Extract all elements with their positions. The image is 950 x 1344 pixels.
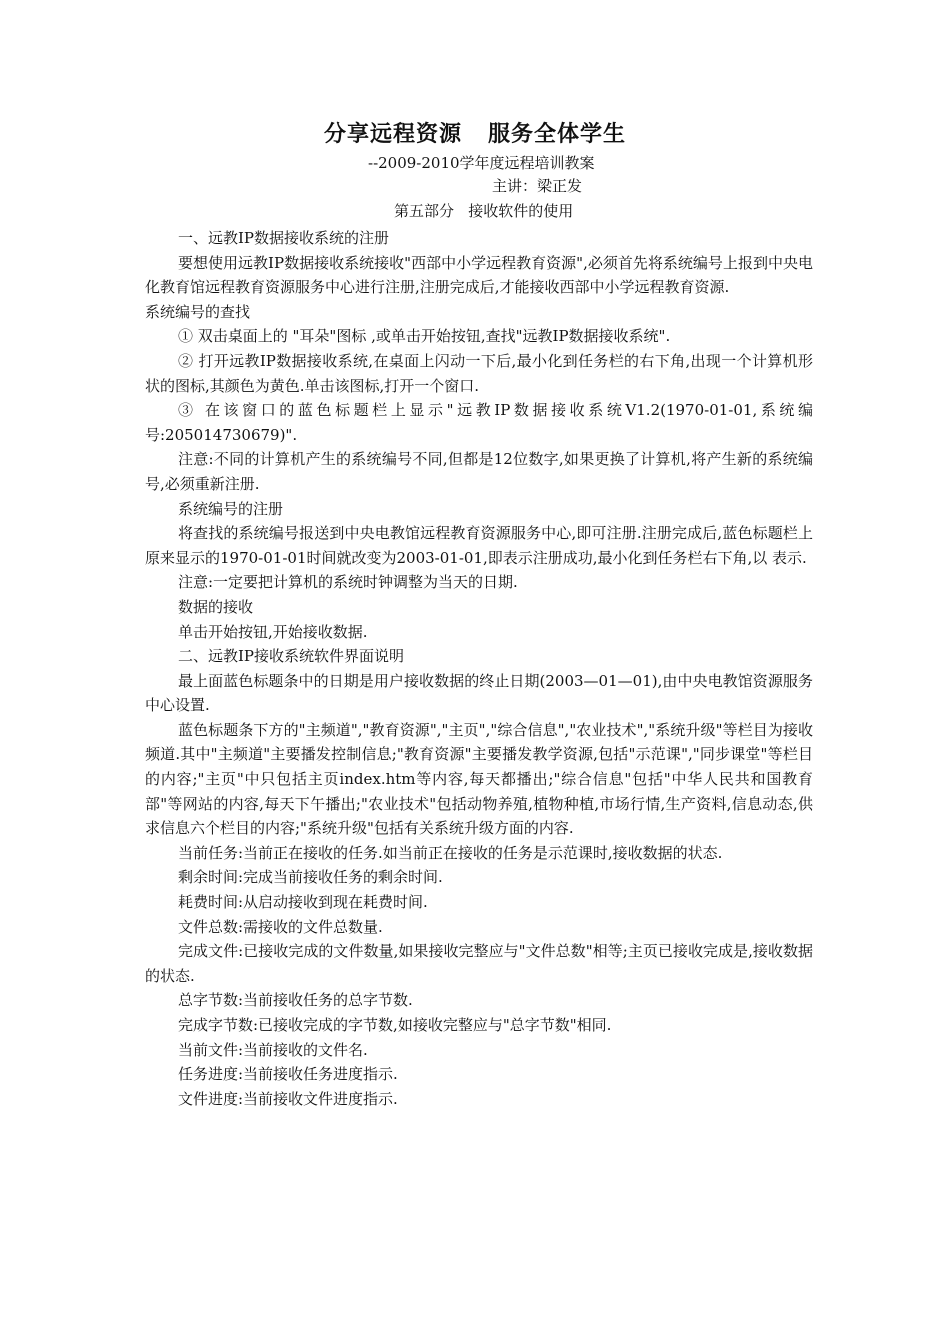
body-paragraph: 文件总数:需接收的文件总数量. bbox=[178, 917, 383, 936]
body-paragraph: 单击开始按钮,开始接收数据. bbox=[178, 622, 368, 641]
body-paragraph: 耗费时间:从启动接收到现在耗费时间. bbox=[178, 893, 428, 912]
body-paragraph: 将查找的系统编号报送到中央电教馆远程教育资源服务中心,即可注册.注册完成后,蓝色标题栏上原来显示的1970-01-01时间就改变为2003-01-01,即表示注册成功,最小化到任务栏右下角,以 表示. bbox=[145, 524, 813, 567]
document-body bbox=[145, 226, 813, 1111]
body-paragraph: 完成字节数:已接收完成的字节数,如接收完整应与"总字节数"相同. bbox=[178, 1016, 612, 1034]
body-paragraph: 剩余时间:完成当前接收任务的剩余时间. bbox=[178, 868, 443, 887]
body-paragraph: ② 打开远教IP数据接收系统,在桌面上闪动一下后,最小化到任务栏的右下角,出现一个计算机形状的图标,其颜色为黄色.单击该图标,打开一个窗口. bbox=[145, 351, 813, 395]
body-paragraph: 完成文件:已接收完成的文件数量,如果接收完整应与"文件总数"相等;主页已接收完成是,接收数据的状态. bbox=[145, 942, 813, 985]
body-paragraph: 数据的接收 bbox=[178, 597, 254, 616]
body-paragraph: 系统编号的查找 bbox=[145, 302, 251, 321]
body-paragraph: 二、远教IP接收系统软件界面说明 bbox=[178, 647, 405, 666]
body-paragraph: 注意:不同的计算机产生的系统编号不同,但都是12位数字,如果更换了计算机,将产生新的系统编号,必须重新注册. bbox=[145, 450, 813, 493]
document-title: 分享远程资源 服务全体学生 bbox=[324, 122, 626, 147]
body-paragraph: 蓝色标题条下方的"主频道","教育资源","主页","综合信息","农业技术","系统升级"等栏目为接收频道.其中"主频道"主要播发控制信息;"教育资源"主要播发教学资源,包括"示范课","同步课堂"等栏目的内容;"主页"中只包括主页index.htm等内容,每天都播出;"综合信息"包括"中华人民共和国教育部"等网站的内容,每天下午播出;"农业技术"包括动物养殖,植物种植,市场行情,生产资料,信息动态,供求信息六个栏目的内容;"系统升级"包括有关系统升级方面的内容. bbox=[145, 720, 813, 838]
body-paragraph: ③ 在该窗口的蓝色标题栏上显示"远教IP数据接收系统V1.2(1970-01-01,系统编号:205014730679)". bbox=[145, 401, 813, 444]
lecturer-line: 主讲：梁正发 bbox=[492, 177, 583, 195]
part-heading: 第五部分 接收软件的使用 bbox=[394, 202, 574, 220]
body-paragraph: 总字节数:当前接收任务的总字节数. bbox=[178, 991, 413, 1010]
body-paragraph: 当前文件:当前接收的文件名. bbox=[178, 1040, 368, 1059]
document-subtitle: --2009-2010学年度远程培训教案 bbox=[368, 154, 595, 172]
body-paragraph: 任务进度:当前接收任务进度指示. bbox=[178, 1065, 398, 1084]
body-paragraph: 文件进度:当前接收文件进度指示. bbox=[178, 1089, 398, 1108]
body-paragraph: 系统编号的注册 bbox=[178, 499, 284, 518]
body-paragraph: 注意:一定要把计算机的系统时钟调整为当天的日期. bbox=[178, 573, 518, 592]
body-paragraph: 一、远教IP数据接收系统的注册 bbox=[178, 229, 390, 247]
body-paragraph: 要想使用远教IP数据接收系统接收"西部中小学远程教育资源",必须首先将系统编号上报到中央电化教育馆远程教育资源服务中心进行注册,注册完成后,才能接收西部中小学远程教育资源. bbox=[145, 253, 813, 297]
body-paragraph: 当前任务:当前正在接收的任务.如当前正在接收的任务是示范课时,接收数据的状态. bbox=[178, 843, 723, 862]
body-paragraph: 最上面蓝色标题条中的日期是用户接收数据的终止日期(2003—01—01),由中央电教馆资源服务中心设置. bbox=[145, 671, 813, 715]
body-paragraph: ① 双击桌面上的 "耳朵"图标 ,或单击开始按钮,查找"远教IP数据接收系统". bbox=[178, 327, 671, 346]
